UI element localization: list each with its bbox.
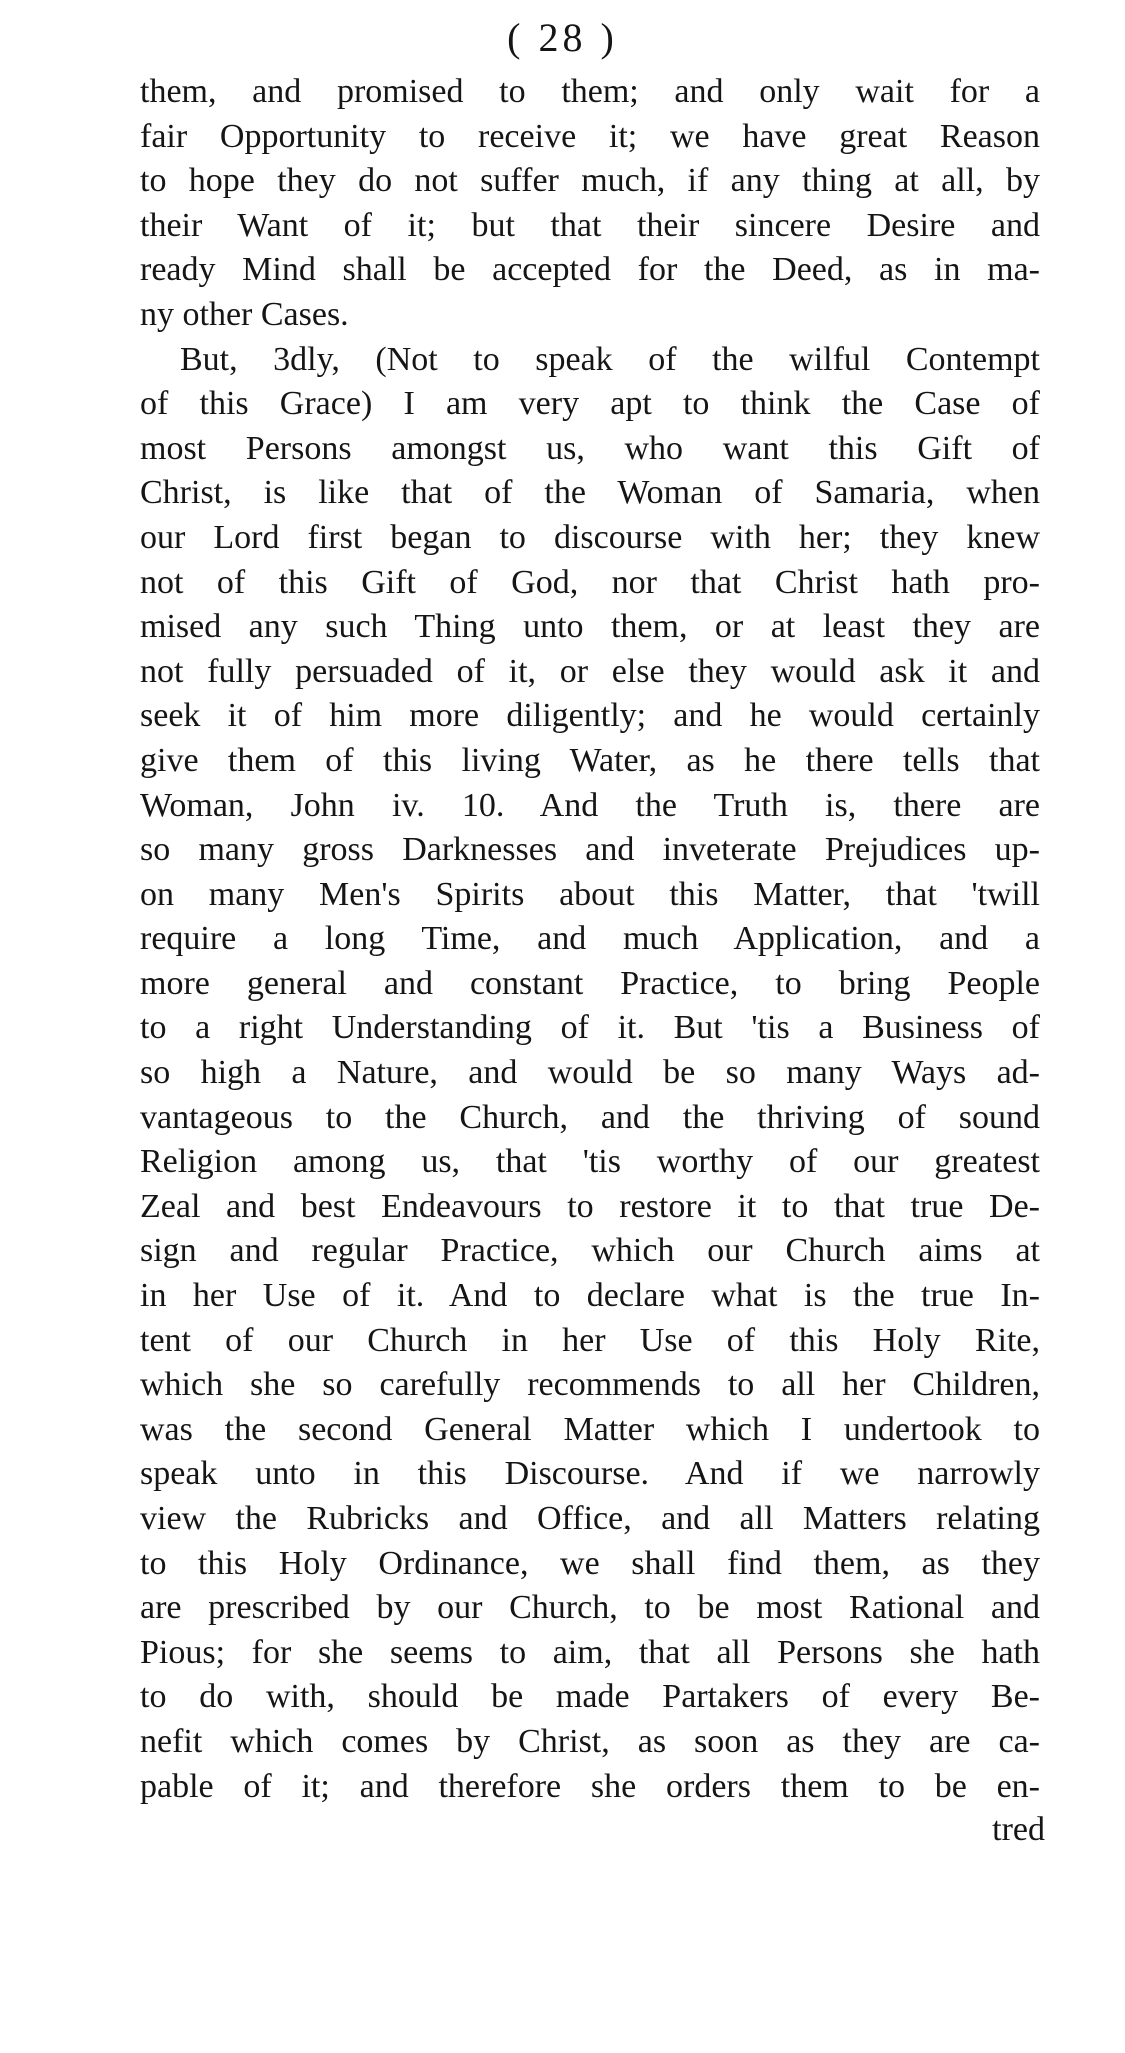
text-line: view the Rubricks and Office, and all Matters relating	[140, 1500, 1040, 1537]
text-line: their Want of it; but that their sincere Desire and	[140, 206, 1040, 244]
text-line: to this Holy Ordinance, we shall find them, as they	[140, 1544, 1040, 1582]
text-line: vantageous to the Church, and the thriving of sound	[140, 1098, 1040, 1136]
text-line: seek it of him more diligently; and he would certainly	[140, 697, 1040, 735]
text-line: not of this Gift of God, nor that Christ hath pro-	[140, 563, 1040, 601]
text-line: to hope they do not suffer much, if any thing at all, by	[140, 162, 1040, 200]
text-line: ready Mind shall be accepted for the Deed, as in ma-	[140, 251, 1040, 289]
text-line: which she so carefully recommends to all her Children,	[140, 1366, 1040, 1404]
text-line: so high a Nature, and would be so many Ways ad-	[140, 1054, 1040, 1092]
text-line: them, and promised to them; and only wait for a	[140, 73, 1040, 110]
text-line: mised any such Thing unto them, or at least they are	[140, 608, 1040, 646]
body-text	[140, 70, 1040, 1809]
text-line: Pious; for she seems to aim, that all Persons she hath	[140, 1633, 1040, 1671]
catchword: tred	[992, 1811, 1045, 1848]
text-line: to do with, should be made Partakers of every Be-	[140, 1678, 1040, 1716]
text-line: Zeal and best Endeavours to restore it to that true De-	[140, 1187, 1040, 1225]
text-line: more general and constant Practice, to bring People	[140, 964, 1040, 1002]
text-line: in her Use of it. And to declare what is the true In-	[140, 1277, 1040, 1315]
text-line: our Lord first began to discourse with her; they knew	[140, 518, 1040, 556]
text-line: pable of it; and therefore she orders them to be en-	[140, 1767, 1040, 1805]
text-line: to a right Understanding of it. But 'tis a Business of	[140, 1009, 1040, 1047]
text-line: on many Men's Spirits about this Matter, that 'twill	[140, 875, 1040, 913]
text-line: Woman, John iv. 10. And the Truth is, there are	[140, 786, 1040, 824]
text-line: Christ, is like that of the Woman of Samaria, when	[140, 474, 1040, 512]
text-line: But, 3dly, (Not to speak of the wilful Contempt	[180, 340, 1040, 378]
text-line: most Persons amongst us, who want this Gift of	[140, 429, 1040, 467]
page-number: ( 28 )	[507, 15, 618, 60]
text-line: tent of our Church in her Use of this Holy Rite,	[140, 1321, 1040, 1359]
text-line: nefit which comes by Christ, as soon as they are ca-	[140, 1722, 1040, 1760]
text-line: sign and regular Practice, which our Church aims at	[140, 1232, 1040, 1270]
text-line: ny other Cases.	[140, 295, 349, 333]
text-line: speak unto in this Discourse. And if we narrowly	[140, 1455, 1040, 1493]
text-line: so many gross Darknesses and inveterate Prejudices up-	[140, 831, 1040, 869]
text-line: was the second General Matter which I undertook to	[140, 1410, 1040, 1448]
text-line: are prescribed by our Church, to be most Rational and	[140, 1589, 1040, 1627]
text-line: give them of this living Water, as he there tells that	[140, 741, 1040, 779]
text-line: not fully persuaded of it, or else they would ask it and	[140, 652, 1040, 690]
text-line: fair Opportunity to receive it; we have great Reason	[140, 117, 1040, 155]
text-line: of this Grace) I am very apt to think the Case of	[140, 385, 1040, 423]
text-line: Religion among us, that 'tis worthy of our greatest	[140, 1143, 1040, 1181]
text-line: require a long Time, and much Application, and a	[140, 920, 1040, 958]
